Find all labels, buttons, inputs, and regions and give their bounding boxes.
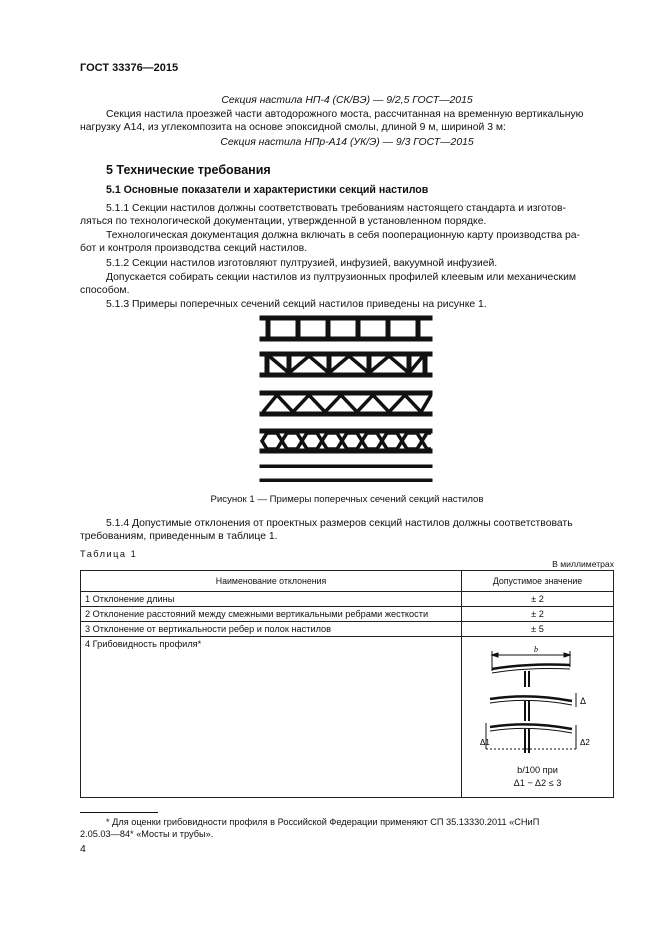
figure-caption: Рисунок 1 — Примеры поперечных сечений секций настилов (210, 494, 484, 505)
diagram-label-delta1: Δ1 (480, 738, 490, 747)
table-row (81, 622, 614, 637)
p513: 5.1.3 Примеры поперечных сечений секций настилов приведены на рисунке 1. (106, 299, 487, 310)
mushroom-profile-diagram (480, 641, 600, 771)
diagram-label-b: b (534, 645, 538, 654)
table-cell: 1 Отклонение длины (81, 592, 462, 607)
cross-section-ladder (260, 316, 432, 341)
table-label: Таблица 1 (80, 549, 138, 559)
table-cell: 3 Отклонение от вертикальности ребер и полок настилов (81, 622, 462, 637)
p-tech-line-1: Технологическая документация должна включать в себя пооперационную карту производства ра- (106, 230, 581, 241)
p511-line-2: ляться по технологической документации, утвержденной в установленном порядке. (80, 216, 487, 227)
table-row (81, 637, 614, 798)
page-number: 4 (80, 844, 86, 855)
diagram-label-delta2: Δ2 (580, 738, 590, 747)
footnote-line-2: 2.05.03—84* «Мосты и трубы». (80, 829, 214, 839)
p512: 5.1.2 Секции настилов изготовляют пултрузией, инфузией, вакуумной инфузией. (106, 258, 498, 269)
deviation-table (80, 570, 614, 798)
designation-example-2: Секция настила НПр-А14 (УК/Э) — 9/3 ГОСТ—2015 (220, 137, 474, 148)
table-header-row (81, 571, 614, 592)
row4-value-line-1: b/100 при (517, 765, 558, 775)
intro-paragraph-line-2: нагрузку А14, из углекомпозита на основе эпоксидной смолы, длиной 9 м, шириной 3 м: (80, 122, 506, 133)
p514-line-1: 5.1.4 Допустимые отклонения от проектных размеров секций настилов должны соответствовать (106, 518, 573, 529)
table-cell-diagram (462, 637, 614, 798)
footnote-text (80, 816, 614, 840)
table-cell: 4 Грибовидность профиля* (81, 637, 462, 798)
intro-paragraph-line-1: Секция настила проезжей части автодорожного моста, рассчитанная на временную вертикальную (106, 109, 584, 120)
subsection-title: 5.1 Основные показатели и характеристики секций настилов (106, 184, 429, 196)
p-tech-line-2: бот и контроля производства секций настилов. (80, 243, 308, 254)
table-header-cell: Наименование отклонения (81, 571, 462, 592)
table-units: В миллиметрах (552, 559, 614, 569)
p514-line-2: требованиям, приведенным в таблице 1. (80, 531, 278, 542)
cross-section-truss (260, 352, 432, 377)
document-header: ГОСТ 33376—2015 (80, 62, 179, 74)
row4-value-line-2: Δ1 − Δ2 ≤ 3 (513, 778, 562, 788)
table-cell: ± 2 (462, 592, 614, 607)
table-cell: ± 2 (462, 607, 614, 622)
section-title: 5 Технические требования (106, 163, 271, 177)
cross-section-solid (260, 465, 432, 482)
table-header-cell: Допустимое значение (462, 571, 614, 592)
table-row (81, 592, 614, 607)
table-cell: 2 Отклонение расстояний между смежными вертикальными ребрами жесткости (81, 607, 462, 622)
table-row (81, 607, 614, 622)
cross-section-hexagonal (260, 429, 432, 453)
designation-example-1: Секция настила НП-4 (СК/ВЭ) — 9/2,5 ГОСТ—2015 (221, 95, 473, 106)
cross-sections-figure (255, 312, 440, 487)
footnote-line-1: * Для оценки грибовидности профиля в Российской Федерации применяют СП 35.13330.2011 «СНиП (106, 817, 540, 827)
diagram-label-delta: Δ (580, 696, 587, 706)
p511-line-1: 5.1.1 Секции настилов должны соответствовать требованиям настоящего стандарта и изготов- (106, 203, 566, 214)
table-cell: ± 5 (462, 622, 614, 637)
cross-section-triangular (260, 391, 432, 416)
footnote-divider (80, 812, 158, 813)
p-glue-line-1: Допускается собирать секции настилов из пултрузионных профилей клеевым или механическим (106, 272, 577, 283)
p-glue-line-2: способом. (80, 285, 130, 296)
